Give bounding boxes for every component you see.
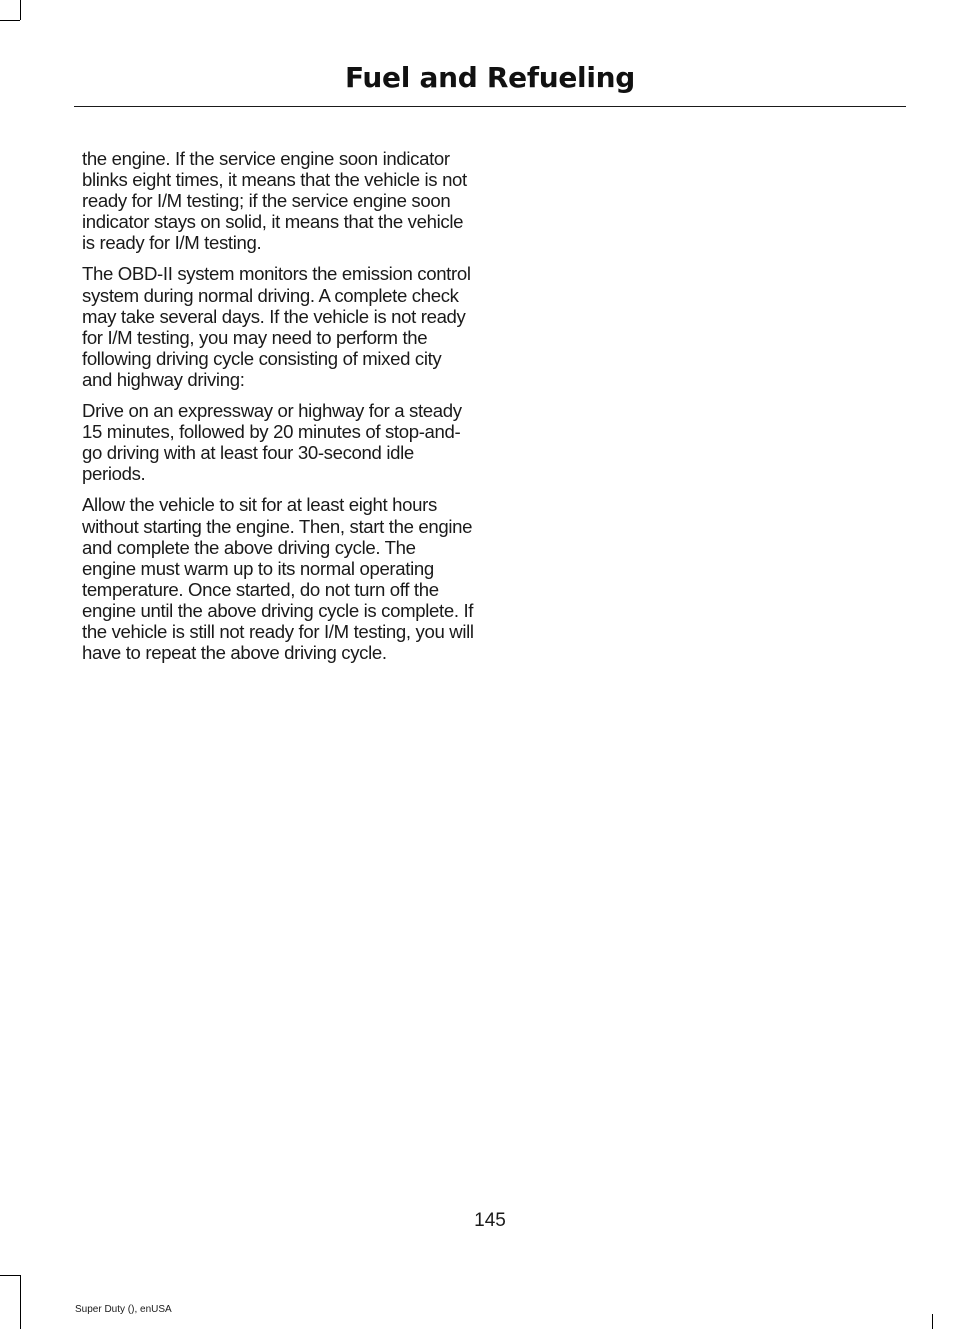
crop-mark-bottom-left-tick	[20, 1314, 21, 1329]
paragraph-obd-monitoring: The OBD-II system monitors the emission control system during normal driving. A complete check may take several days. If the vehicle is not ready for I/M testing, you may need to perform the following driving cycle consisting of mixed city and highway driving:	[82, 263, 471, 390]
title-divider	[74, 106, 906, 107]
page-number: 145	[474, 1210, 506, 1231]
crop-mark-bottom-left-horizontal	[0, 1275, 20, 1276]
crop-mark-bottom-right-tick	[932, 1314, 933, 1329]
document-id: Super Duty (), enUSA	[75, 1304, 172, 1315]
paragraph-cold-start: Allow the vehicle to sit for at least eight hours without starting the engine. Then, start the engine and complete the above driving cycle. The engine must warm up to its normal operating temperature. Once started, do not turn off the engine until the above driving cycle is complete. If the vehicle is still not ready for I/M testing, you will have to repeat the above driving cycle.	[82, 494, 474, 664]
page-title: Fuel and Refueling	[344, 61, 636, 94]
paragraph-driving-cycle: Drive on an expressway or highway for a steady 15 minutes, followed by 20 minutes of stop-and-go driving with at least four 30-second idle periods.	[82, 400, 462, 485]
body-column	[82, 148, 474, 673]
paragraph-service-indicator: the engine. If the service engine soon indicator blinks eight times, it means that the vehicle is not ready for I/M testing; if the service engine soon indicator stays on solid, it means that the vehicle is ready for I/M testing.	[82, 148, 467, 254]
crop-mark-top-left-horizontal	[0, 20, 20, 21]
crop-mark-top-left-vertical	[20, 0, 21, 20]
